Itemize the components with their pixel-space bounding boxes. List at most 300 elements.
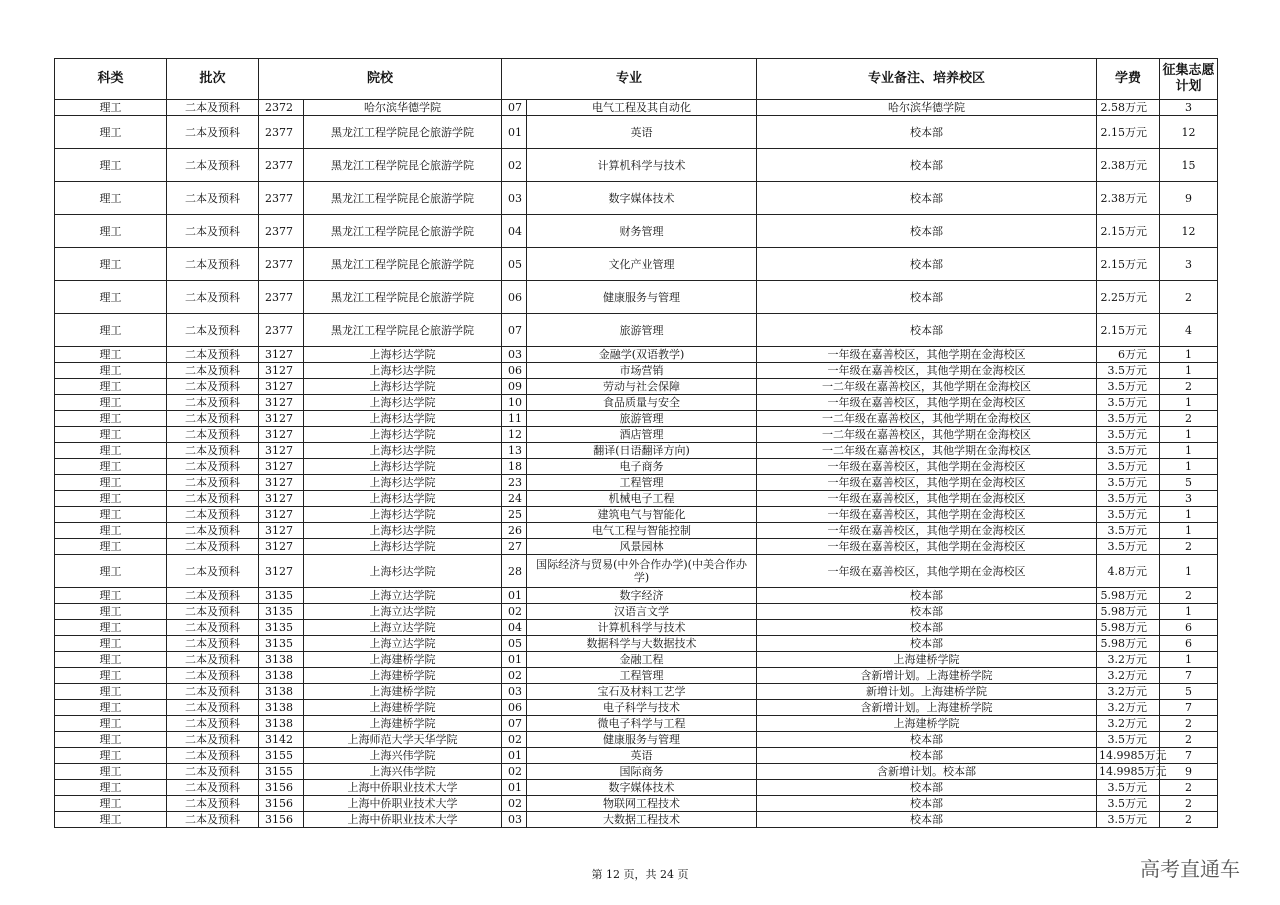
cell-tuition: 3.5万元	[1097, 363, 1160, 379]
table-row	[55, 379, 1218, 395]
cell-major-name: 劳动与社会保障	[527, 379, 757, 395]
cell-tuition: 5.98万元	[1097, 636, 1160, 652]
cell-notes-campus: 一二年级在嘉善校区，其他学期在金海校区	[757, 443, 1097, 459]
cell-school-code: 3127	[259, 475, 304, 491]
table-row	[55, 636, 1218, 652]
table-row	[55, 652, 1218, 668]
cell-plan-count: 1	[1160, 555, 1218, 588]
cell-major-name: 机械电子工程	[527, 491, 757, 507]
cell-school-code: 3138	[259, 684, 304, 700]
cell-school-name: 上海杉达学院	[304, 523, 502, 539]
cell-subject-type: 理工	[55, 716, 167, 732]
cell-school-name: 上海中侨职业技术大学	[304, 780, 502, 796]
cell-notes-campus: 校本部	[757, 732, 1097, 748]
table-row	[55, 748, 1218, 764]
cell-school-name: 上海杉达学院	[304, 395, 502, 411]
cell-major-code: 18	[502, 459, 527, 475]
cell-batch: 二本及预科	[167, 684, 259, 700]
cell-subject-type: 理工	[55, 539, 167, 555]
cell-batch: 二本及预科	[167, 116, 259, 149]
cell-plan-count: 1	[1160, 347, 1218, 363]
cell-subject-type: 理工	[55, 248, 167, 281]
cell-subject-type: 理工	[55, 636, 167, 652]
cell-school-name: 上海杉达学院	[304, 363, 502, 379]
cell-major-code: 05	[502, 636, 527, 652]
cell-tuition: 3.5万元	[1097, 796, 1160, 812]
table-row	[55, 588, 1218, 604]
cell-plan-count: 2	[1160, 379, 1218, 395]
cell-tuition: 4.8万元	[1097, 555, 1160, 588]
cell-tuition: 3.5万元	[1097, 491, 1160, 507]
cell-subject-type: 理工	[55, 812, 167, 828]
cell-batch: 二本及预科	[167, 507, 259, 523]
cell-school-code: 3138	[259, 652, 304, 668]
cell-school-code: 3127	[259, 443, 304, 459]
cell-notes-campus: 一年级在嘉善校区，其他学期在金海校区	[757, 523, 1097, 539]
cell-notes-campus: 一年级在嘉善校区，其他学期在金海校区	[757, 539, 1097, 555]
cell-major-name: 英语	[527, 748, 757, 764]
header-subject-type: 科类	[55, 59, 167, 100]
cell-subject-type: 理工	[55, 732, 167, 748]
cell-subject-type: 理工	[55, 652, 167, 668]
cell-school-name: 上海师范大学天华学院	[304, 732, 502, 748]
cell-tuition: 2.15万元	[1097, 215, 1160, 248]
cell-school-name: 上海杉达学院	[304, 347, 502, 363]
cell-major-code: 03	[502, 347, 527, 363]
cell-subject-type: 理工	[55, 507, 167, 523]
cell-school-name: 上海杉达学院	[304, 507, 502, 523]
cell-notes-campus: 一年级在嘉善校区，其他学期在金海校区	[757, 555, 1097, 588]
cell-major-name: 国际经济与贸易(中外合作办学)(中美合作办学)	[527, 555, 757, 588]
cell-batch: 二本及预科	[167, 620, 259, 636]
cell-notes-campus: 上海建桥学院	[757, 716, 1097, 732]
cell-major-code: 05	[502, 248, 527, 281]
cell-tuition: 3.5万元	[1097, 507, 1160, 523]
cell-major-name: 微电子科学与工程	[527, 716, 757, 732]
cell-notes-campus: 一年级在嘉善校区，其他学期在金海校区	[757, 491, 1097, 507]
cell-school-name: 黑龙江工程学院昆仑旅游学院	[304, 314, 502, 347]
header-major: 专业	[502, 59, 757, 100]
cell-major-name: 电气工程及其自动化	[527, 100, 757, 116]
table-row	[55, 812, 1218, 828]
cell-major-code: 13	[502, 443, 527, 459]
cell-subject-type: 理工	[55, 314, 167, 347]
cell-major-name: 数字经济	[527, 588, 757, 604]
cell-major-code: 27	[502, 539, 527, 555]
cell-school-name: 上海立达学院	[304, 620, 502, 636]
cell-major-code: 01	[502, 748, 527, 764]
cell-notes-campus: 校本部	[757, 620, 1097, 636]
cell-plan-count: 15	[1160, 149, 1218, 182]
cell-notes-campus: 一年级在嘉善校区，其他学期在金海校区	[757, 395, 1097, 411]
cell-school-code: 3135	[259, 636, 304, 652]
cell-school-code: 2377	[259, 314, 304, 347]
cell-plan-count: 7	[1160, 700, 1218, 716]
cell-major-code: 01	[502, 116, 527, 149]
cell-notes-campus: 校本部	[757, 314, 1097, 347]
cell-school-code: 3127	[259, 411, 304, 427]
cell-subject-type: 理工	[55, 475, 167, 491]
cell-batch: 二本及预科	[167, 539, 259, 555]
cell-notes-campus: 含新增计划。上海建桥学院	[757, 668, 1097, 684]
table-row	[55, 620, 1218, 636]
table-row	[55, 780, 1218, 796]
cell-tuition: 5.98万元	[1097, 588, 1160, 604]
cell-tuition: 2.25万元	[1097, 281, 1160, 314]
cell-tuition: 2.15万元	[1097, 116, 1160, 149]
cell-tuition: 3.2万元	[1097, 652, 1160, 668]
cell-school-code: 3138	[259, 700, 304, 716]
cell-school-code: 3155	[259, 748, 304, 764]
cell-major-name: 物联网工程技术	[527, 796, 757, 812]
cell-school-name: 上海杉达学院	[304, 427, 502, 443]
cell-plan-count: 2	[1160, 539, 1218, 555]
cell-batch: 二本及预科	[167, 427, 259, 443]
cell-major-code: 24	[502, 491, 527, 507]
cell-notes-campus: 含新增计划。校本部	[757, 764, 1097, 780]
cell-major-code: 06	[502, 700, 527, 716]
cell-major-name: 电子科学与技术	[527, 700, 757, 716]
cell-school-code: 3127	[259, 459, 304, 475]
cell-major-name: 酒店管理	[527, 427, 757, 443]
cell-school-name: 黑龙江工程学院昆仑旅游学院	[304, 116, 502, 149]
page-number: 第 12 页，共 24 页	[591, 868, 689, 881]
cell-subject-type: 理工	[55, 555, 167, 588]
cell-major-name: 市场营销	[527, 363, 757, 379]
cell-tuition: 14.9985万元	[1097, 764, 1160, 780]
cell-batch: 二本及预科	[167, 491, 259, 507]
cell-subject-type: 理工	[55, 347, 167, 363]
cell-major-name: 电气工程与智能控制	[527, 523, 757, 539]
cell-school-name: 上海兴伟学院	[304, 764, 502, 780]
cell-school-name: 上海杉达学院	[304, 491, 502, 507]
cell-school-code: 3127	[259, 347, 304, 363]
cell-subject-type: 理工	[55, 411, 167, 427]
cell-plan-count: 5	[1160, 684, 1218, 700]
cell-major-name: 建筑电气与智能化	[527, 507, 757, 523]
cell-batch: 二本及预科	[167, 215, 259, 248]
cell-school-name: 上海立达学院	[304, 588, 502, 604]
cell-notes-campus: 上海建桥学院	[757, 652, 1097, 668]
cell-batch: 二本及预科	[167, 100, 259, 116]
cell-school-name: 上海杉达学院	[304, 539, 502, 555]
cell-tuition: 3.5万元	[1097, 443, 1160, 459]
cell-subject-type: 理工	[55, 523, 167, 539]
cell-major-code: 07	[502, 100, 527, 116]
admission-plan-table	[54, 58, 1218, 828]
cell-plan-count: 2	[1160, 588, 1218, 604]
cell-plan-count: 7	[1160, 668, 1218, 684]
cell-school-code: 3156	[259, 796, 304, 812]
cell-subject-type: 理工	[55, 395, 167, 411]
cell-major-name: 健康服务与管理	[527, 281, 757, 314]
cell-major-code: 03	[502, 182, 527, 215]
cell-school-name: 上海建桥学院	[304, 652, 502, 668]
cell-school-code: 3135	[259, 620, 304, 636]
cell-major-name: 数字媒体技术	[527, 182, 757, 215]
cell-major-name: 食品质量与安全	[527, 395, 757, 411]
cell-school-name: 上海杉达学院	[304, 475, 502, 491]
cell-notes-campus: 一年级在嘉善校区，其他学期在金海校区	[757, 363, 1097, 379]
cell-major-code: 25	[502, 507, 527, 523]
cell-batch: 二本及预科	[167, 182, 259, 215]
table-row	[55, 684, 1218, 700]
cell-major-name: 汉语言文学	[527, 604, 757, 620]
cell-plan-count: 3	[1160, 100, 1218, 116]
cell-subject-type: 理工	[55, 588, 167, 604]
cell-plan-count: 2	[1160, 281, 1218, 314]
cell-notes-campus: 一二年级在嘉善校区，其他学期在金海校区	[757, 379, 1097, 395]
cell-major-code: 01	[502, 588, 527, 604]
cell-tuition: 2.15万元	[1097, 248, 1160, 281]
table-row	[55, 149, 1218, 182]
cell-major-code: 02	[502, 604, 527, 620]
cell-subject-type: 理工	[55, 620, 167, 636]
cell-notes-campus: 一年级在嘉善校区，其他学期在金海校区	[757, 459, 1097, 475]
header-institution: 院校	[259, 59, 502, 100]
cell-notes-campus: 校本部	[757, 116, 1097, 149]
cell-plan-count: 1	[1160, 523, 1218, 539]
cell-tuition: 3.2万元	[1097, 668, 1160, 684]
cell-tuition: 3.5万元	[1097, 539, 1160, 555]
cell-plan-count: 2	[1160, 411, 1218, 427]
cell-notes-campus: 一年级在嘉善校区，其他学期在金海校区	[757, 475, 1097, 491]
cell-school-code: 3138	[259, 716, 304, 732]
cell-tuition: 3.5万元	[1097, 812, 1160, 828]
cell-major-name: 计算机科学与技术	[527, 149, 757, 182]
cell-school-code: 3127	[259, 539, 304, 555]
cell-subject-type: 理工	[55, 116, 167, 149]
cell-school-name: 上海建桥学院	[304, 700, 502, 716]
cell-major-code: 06	[502, 363, 527, 379]
cell-tuition: 3.5万元	[1097, 427, 1160, 443]
cell-major-code: 23	[502, 475, 527, 491]
cell-batch: 二本及预科	[167, 716, 259, 732]
table-row	[55, 443, 1218, 459]
table-row	[55, 523, 1218, 539]
cell-school-code: 2377	[259, 215, 304, 248]
table-row	[55, 248, 1218, 281]
cell-plan-count: 2	[1160, 732, 1218, 748]
cell-major-name: 健康服务与管理	[527, 732, 757, 748]
cell-school-name: 上海立达学院	[304, 604, 502, 620]
cell-major-code: 02	[502, 149, 527, 182]
cell-subject-type: 理工	[55, 748, 167, 764]
watermark: 高考直通车	[1140, 857, 1240, 881]
cell-plan-count: 1	[1160, 443, 1218, 459]
cell-major-name: 数字媒体技术	[527, 780, 757, 796]
cell-tuition: 3.5万元	[1097, 732, 1160, 748]
cell-major-code: 01	[502, 652, 527, 668]
cell-school-name: 上海杉达学院	[304, 555, 502, 588]
table-row	[55, 555, 1218, 588]
cell-school-code: 2377	[259, 116, 304, 149]
cell-school-name: 上海兴伟学院	[304, 748, 502, 764]
cell-subject-type: 理工	[55, 764, 167, 780]
header-batch: 批次	[167, 59, 259, 100]
cell-notes-campus: 校本部	[757, 588, 1097, 604]
cell-tuition: 2.15万元	[1097, 314, 1160, 347]
cell-plan-count: 9	[1160, 764, 1218, 780]
header-tuition: 学费	[1097, 59, 1160, 100]
cell-school-code: 3127	[259, 507, 304, 523]
cell-tuition: 3.5万元	[1097, 411, 1160, 427]
cell-major-code: 11	[502, 411, 527, 427]
cell-subject-type: 理工	[55, 363, 167, 379]
cell-notes-campus: 一二年级在嘉善校区，其他学期在金海校区	[757, 411, 1097, 427]
cell-notes-campus: 含新增计划。上海建桥学院	[757, 700, 1097, 716]
cell-notes-campus: 一二年级在嘉善校区，其他学期在金海校区	[757, 427, 1097, 443]
cell-subject-type: 理工	[55, 443, 167, 459]
cell-major-name: 大数据工程技术	[527, 812, 757, 828]
cell-school-code: 2377	[259, 248, 304, 281]
cell-school-code: 3127	[259, 491, 304, 507]
cell-batch: 二本及预科	[167, 411, 259, 427]
cell-major-name: 财务管理	[527, 215, 757, 248]
cell-major-code: 12	[502, 427, 527, 443]
cell-plan-count: 2	[1160, 780, 1218, 796]
cell-plan-count: 1	[1160, 652, 1218, 668]
cell-batch: 二本及预科	[167, 248, 259, 281]
cell-subject-type: 理工	[55, 427, 167, 443]
cell-plan-count: 1	[1160, 363, 1218, 379]
cell-subject-type: 理工	[55, 215, 167, 248]
cell-major-code: 04	[502, 215, 527, 248]
cell-school-code: 2377	[259, 182, 304, 215]
cell-major-name: 旅游管理	[527, 314, 757, 347]
cell-tuition: 6万元	[1097, 347, 1160, 363]
table-row	[55, 796, 1218, 812]
table-row	[55, 764, 1218, 780]
cell-subject-type: 理工	[55, 780, 167, 796]
cell-tuition: 3.5万元	[1097, 379, 1160, 395]
cell-school-code: 3138	[259, 668, 304, 684]
cell-notes-campus: 校本部	[757, 636, 1097, 652]
table-row	[55, 459, 1218, 475]
cell-plan-count: 12	[1160, 116, 1218, 149]
cell-school-code: 3156	[259, 780, 304, 796]
cell-tuition: 2.38万元	[1097, 149, 1160, 182]
cell-batch: 二本及预科	[167, 652, 259, 668]
cell-batch: 二本及预科	[167, 748, 259, 764]
cell-major-name: 数据科学与大数据技术	[527, 636, 757, 652]
cell-notes-campus: 一年级在嘉善校区，其他学期在金海校区	[757, 507, 1097, 523]
cell-batch: 二本及预科	[167, 475, 259, 491]
cell-major-code: 10	[502, 395, 527, 411]
cell-major-code: 02	[502, 796, 527, 812]
cell-major-code: 28	[502, 555, 527, 588]
cell-school-name: 黑龙江工程学院昆仑旅游学院	[304, 281, 502, 314]
cell-plan-count: 4	[1160, 314, 1218, 347]
cell-batch: 二本及预科	[167, 764, 259, 780]
cell-major-name: 旅游管理	[527, 411, 757, 427]
cell-subject-type: 理工	[55, 459, 167, 475]
table-row	[55, 491, 1218, 507]
cell-batch: 二本及预科	[167, 281, 259, 314]
cell-major-name: 宝石及材料工艺学	[527, 684, 757, 700]
cell-subject-type: 理工	[55, 604, 167, 620]
cell-major-name: 电子商务	[527, 459, 757, 475]
cell-plan-count: 1	[1160, 604, 1218, 620]
cell-batch: 二本及预科	[167, 314, 259, 347]
cell-major-code: 02	[502, 764, 527, 780]
cell-school-name: 上海建桥学院	[304, 716, 502, 732]
table-row	[55, 475, 1218, 491]
table-row	[55, 507, 1218, 523]
cell-major-name: 金融学(双语教学)	[527, 347, 757, 363]
cell-plan-count: 1	[1160, 459, 1218, 475]
cell-batch: 二本及预科	[167, 700, 259, 716]
cell-school-code: 3127	[259, 523, 304, 539]
cell-plan-count: 3	[1160, 491, 1218, 507]
cell-batch: 二本及预科	[167, 812, 259, 828]
table-row	[55, 363, 1218, 379]
cell-notes-campus: 哈尔滨华德学院	[757, 100, 1097, 116]
cell-school-code: 3135	[259, 588, 304, 604]
cell-batch: 二本及预科	[167, 732, 259, 748]
table-row	[55, 182, 1218, 215]
table-row	[55, 116, 1218, 149]
cell-batch: 二本及预科	[167, 523, 259, 539]
cell-plan-count: 12	[1160, 215, 1218, 248]
cell-notes-campus: 校本部	[757, 215, 1097, 248]
cell-batch: 二本及预科	[167, 379, 259, 395]
cell-major-name: 金融工程	[527, 652, 757, 668]
cell-major-name: 工程管理	[527, 668, 757, 684]
cell-subject-type: 理工	[55, 684, 167, 700]
table-row	[55, 732, 1218, 748]
cell-plan-count: 7	[1160, 748, 1218, 764]
cell-school-code: 3135	[259, 604, 304, 620]
cell-school-name: 哈尔滨华德学院	[304, 100, 502, 116]
cell-notes-campus: 校本部	[757, 812, 1097, 828]
table-row	[55, 700, 1218, 716]
cell-major-name: 工程管理	[527, 475, 757, 491]
cell-major-code: 06	[502, 281, 527, 314]
table-row	[55, 411, 1218, 427]
cell-batch: 二本及预科	[167, 668, 259, 684]
cell-plan-count: 1	[1160, 395, 1218, 411]
cell-major-code: 02	[502, 668, 527, 684]
table-row	[55, 716, 1218, 732]
cell-notes-campus: 校本部	[757, 604, 1097, 620]
cell-plan-count: 5	[1160, 475, 1218, 491]
cell-batch: 二本及预科	[167, 347, 259, 363]
cell-notes-campus: 一年级在嘉善校区，其他学期在金海校区	[757, 347, 1097, 363]
cell-major-name: 文化产业管理	[527, 248, 757, 281]
cell-school-name: 黑龙江工程学院昆仑旅游学院	[304, 149, 502, 182]
cell-school-code: 2372	[259, 100, 304, 116]
cell-tuition: 14.9985万元	[1097, 748, 1160, 764]
cell-school-code: 3127	[259, 555, 304, 588]
cell-notes-campus: 校本部	[757, 780, 1097, 796]
cell-school-code: 2377	[259, 281, 304, 314]
cell-school-code: 3127	[259, 395, 304, 411]
cell-batch: 二本及预科	[167, 796, 259, 812]
table-row	[55, 668, 1218, 684]
cell-tuition: 2.38万元	[1097, 182, 1160, 215]
cell-major-code: 03	[502, 684, 527, 700]
table-row	[55, 281, 1218, 314]
cell-plan-count: 1	[1160, 427, 1218, 443]
cell-batch: 二本及预科	[167, 363, 259, 379]
cell-major-code: 09	[502, 379, 527, 395]
cell-major-name: 计算机科学与技术	[527, 620, 757, 636]
cell-plan-count: 1	[1160, 507, 1218, 523]
cell-tuition: 3.5万元	[1097, 459, 1160, 475]
cell-notes-campus: 校本部	[757, 248, 1097, 281]
header-row	[55, 59, 1218, 100]
